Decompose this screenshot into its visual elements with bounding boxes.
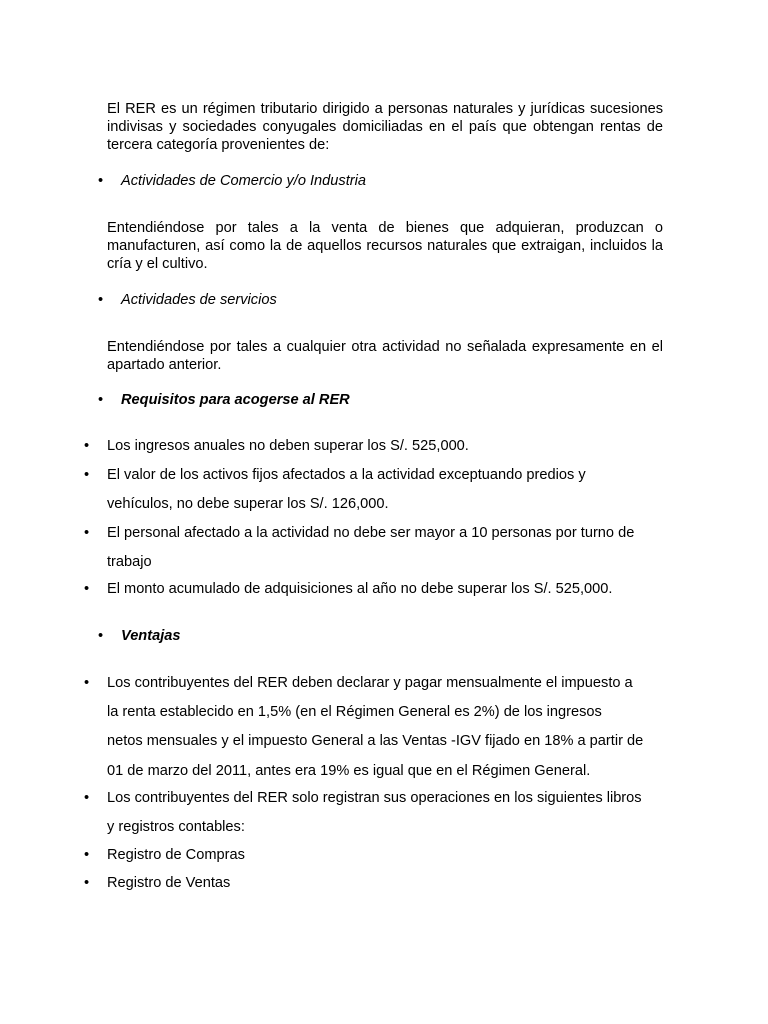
bullet-icon: • [84, 581, 90, 597]
intro-paragraph: El RER es un régimen tributario dirigido a personas naturales y jurídicas sucesiones indivisas y sociedades conyugales domiciliadas en el país que obtengan rentas de tercera categoría provenientes de: [107, 101, 663, 153]
bullet-icon: • [84, 438, 90, 454]
list-item-line: Los ingresos anuales no deben superar los S/. 525,000. [107, 438, 469, 454]
list-item-text [107, 461, 667, 519]
list-item-line: y registros contables: [107, 819, 245, 836]
heading-requirements [0, 390, 768, 410]
list-item-line: la renta establecido en 1,5% (en el Régimen General es 2%) de los ingresos [107, 704, 602, 721]
heading-advantages [0, 626, 768, 646]
bullet-icon: • [84, 525, 90, 541]
list-item-line: vehículos, no debe superar los S/. 126,000. [107, 496, 389, 513]
list-item-text [107, 869, 667, 898]
list-item-line: 01 de marzo del 2011, antes era 19% es igual que en el Régimen General. [107, 762, 591, 779]
list-item-line: El valor de los activos fijos afectados a la actividad exceptuando predios y [107, 467, 586, 483]
list-item-line: Los contribuyentes del RER solo registran sus operaciones en los siguientes libros [107, 790, 642, 806]
heading-services-text: Actividades de servicios [121, 292, 277, 308]
heading-requirements-text: Requisitos para acogerse al RER [121, 392, 350, 408]
list-item-text [107, 841, 667, 870]
list-item-line: trabajo [107, 554, 152, 571]
bullet-icon: • [84, 847, 90, 863]
bullet-icon: • [98, 292, 104, 308]
heading-advantages-text: Ventajas [121, 628, 181, 644]
bullet-icon: • [84, 675, 90, 691]
heading-commerce [0, 171, 768, 191]
commerce-paragraph: Entendiéndose por tales a la venta de bienes que adquieran, produzcan o manufacturen, así como la de aquellos recursos naturales que extraigan, incluidos la cría y el cultivo. [107, 220, 663, 272]
heading-services [0, 290, 768, 310]
list-item-text [107, 519, 667, 577]
heading-commerce-text: Actividades de Comercio y/o Industria [121, 173, 366, 189]
list-item-line: Los contribuyentes del RER deben declarar y pagar mensualmente el impuesto a [107, 675, 633, 691]
list-item-line: Registro de Compras [107, 847, 245, 863]
list-item-text [107, 669, 667, 786]
bullet-icon: • [84, 467, 90, 483]
list-item-line: El monto acumulado de adquisiciones al año no debe superar los S/. 525,000. [107, 581, 613, 597]
list-item-line: El personal afectado a la actividad no debe ser mayor a 10 personas por turno de [107, 525, 635, 541]
bullet-icon: • [84, 875, 90, 891]
list-item-line: Registro de Ventas [107, 875, 231, 891]
list-item-text [107, 432, 667, 461]
services-paragraph: Entendiéndose por tales a cualquier otra actividad no señalada expresamente en el apartado anterior. [107, 339, 663, 373]
list-item-text [107, 575, 667, 604]
list-item-text [107, 784, 667, 842]
bullet-icon: • [98, 173, 104, 189]
bullet-icon: • [98, 392, 104, 408]
bullet-icon: • [84, 790, 90, 806]
list-item-line: netos mensuales y el impuesto General a las Ventas -IGV fijado en 18% a partir de [107, 733, 644, 750]
bullet-icon: • [98, 628, 104, 644]
